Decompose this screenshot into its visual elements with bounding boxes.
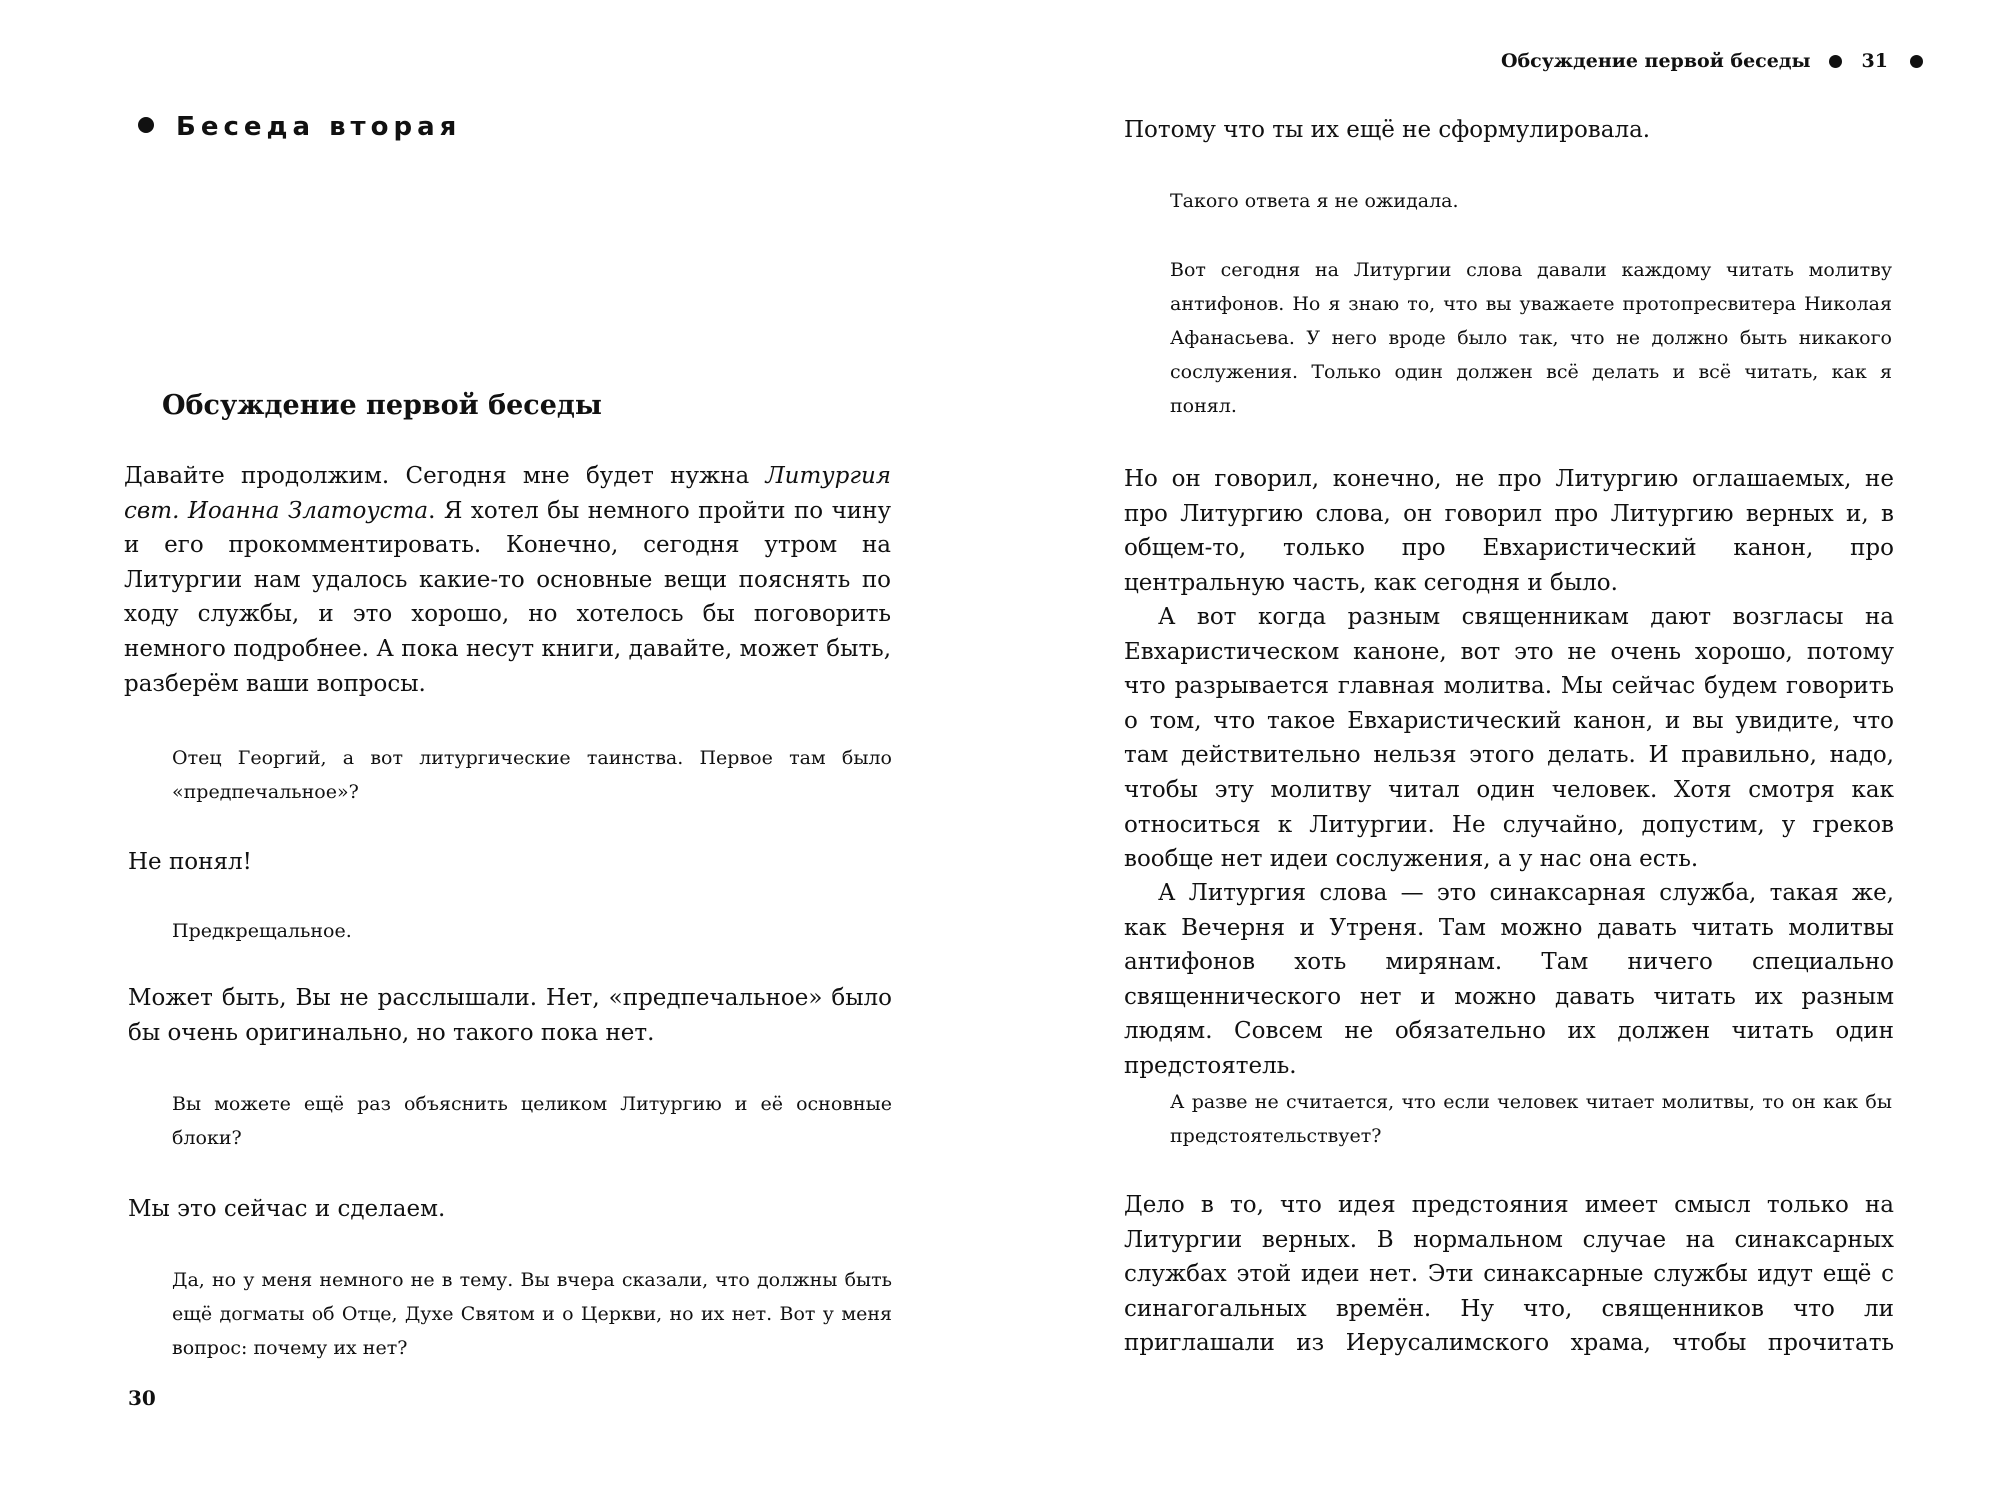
answer-2: Может быть, Вы не расслышали. Нет, «предпечальное» было бы очень оригинально, но такого пока нет. [128, 985, 892, 1046]
running-head [1473, 50, 1923, 72]
answer-1: Не понял! [128, 849, 252, 875]
question-4: Да, но у меня немного не в тему. Вы вчера сказали, что должны быть ещё догматы об Отце, Духе Святом и о Церкви, но их нет. Вот у меня вопрос: почему их нет? [172, 1269, 892, 1359]
book-title-italic: Литургия свт. Иоанна Златоуста [124, 463, 891, 524]
page-number: 30 [128, 1386, 156, 1410]
question-3: Вы можете ещё раз объяснить целиком Литургию и её основные блоки? [172, 1093, 892, 1149]
question-7: А разве не считается, что если человек читает молитвы, то он как бы предстоятельствует? [1170, 1091, 1892, 1147]
bullet-icon [1910, 55, 1923, 68]
page-number: 31 [1861, 50, 1888, 72]
chapter-title [138, 112, 461, 142]
paragraph-2: Но он говорил, конечно, не про Литургию оглашаемых, не про Литургию слова, он говорил про Литургию верных и, в общем-то, только про Евхаристический канон, про центральную часть, как сегодня и было. [1124, 466, 1894, 596]
answer-0: Потому что ты их ещё не сформулировала. [1124, 117, 1651, 143]
right-page [1000, 0, 2000, 1503]
paragraph-3: А вот когда разным священникам дают возгласы на Евхаристическом каноне, вот это не очень хорошо, потому что разрывается главная молитва. Мы сейчас будем говорить о том, что такое Евхаристический канон, и вы увидите, что там действительно нельзя этого делать. И правильно, надо, чтобы эту молитву читал один человек. Хотя смотря как относиться к Литургии. Не случайно, допустим, у греков вообще нет идеи сослужения, а у нас она есть. [1124, 604, 1894, 873]
paragraph-intro: Давайте продолжим. Сегодня мне будет нужна Литургия свт. Иоанна Златоуста. Я хотел бы немного пройти по чину и его прокомментировать. Конечно, сегодня утром на Литургии нам удалось какие-то основные вещи пояснять по ходу службы, и это хорошо, но хотелось бы поговорить немного подробнее. А пока несут книги, давайте, может быть, разберём ваши вопросы. [124, 463, 892, 697]
running-head-title: Обсуждение первой беседы [1500, 50, 1811, 72]
question-1: Отец Георгий, а вот литургические таинства. Первое там было «предпечальное»? [172, 747, 892, 803]
paragraph-5: Дело в то, что идея предстояния имеет смысл только на Литургии верных. В нормальном случае на синаксарных службах этой идеи нет. Эти синаксарные службы идут ещё с синагогальных времён. Ну что, священников что ли приглашали из Иерусалимского храма, чтобы прочитать [1124, 1192, 1894, 1357]
question-5: Такого ответа я не ожидала. [1170, 190, 1459, 212]
section-title: Обсуждение первой беседы [162, 390, 602, 421]
answer-3: Мы это сейчас и сделаем. [128, 1196, 446, 1222]
question-6: Вот сегодня на Литургии слова давали каждому читать молитву антифонов. Но я знаю то, что вы уважаете протопресвитера Николая Афанасьева. У него вроде было так, что не должно быть никакого сослужения. Только один должен всё делать и всё читать, как я понял. [1170, 259, 1892, 417]
chapter-title-text: Беседа вторая [176, 112, 462, 142]
question-2: Предкрещальное. [172, 920, 352, 942]
paragraph-4: А Литургия слова — это синаксарная служба, такая же, как Вечерня и Утреня. Там можно давать читать молитвы антифонов хоть мирянам. Там ничего специально священнического нет и можно давать читать их разным людям. Совсем не обязательно их должен читать один предстоятель. [1124, 880, 1894, 1079]
bullet-icon [138, 117, 154, 133]
bullet-icon [1829, 55, 1842, 68]
